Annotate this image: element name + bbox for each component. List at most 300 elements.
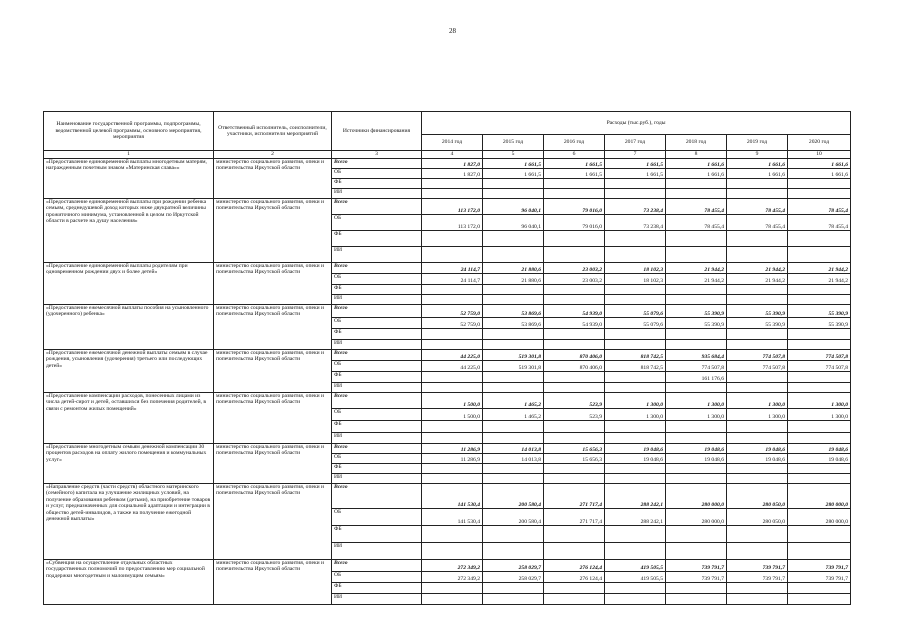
- funding-source: ФБ: [332, 285, 422, 295]
- expense-value: [788, 295, 851, 305]
- measure-name: «Субвенция на осуществление отдельных областных государственных полномочий по предоставлению мер социальной поддержки многодетным и малоимущим семьям»: [44, 560, 214, 605]
- expense-value: 200 580,4: [483, 484, 544, 509]
- expense-value: 19 048,6: [727, 454, 788, 464]
- header-source: Источники финансирования: [332, 112, 422, 151]
- measure-executor: министерство социального развития, опеки и попечительства Иркутской области: [214, 159, 332, 199]
- expense-value: 1 661,6: [788, 169, 851, 179]
- expense-value: [727, 464, 788, 474]
- funding-source: ОБ: [332, 409, 422, 421]
- expense-value: [788, 433, 851, 444]
- expense-value: [727, 474, 788, 484]
- expense-value: [422, 179, 483, 189]
- expense-value: 818 742,5: [605, 361, 666, 372]
- expense-value: [788, 340, 851, 350]
- expense-value: 1 661,5: [605, 169, 666, 179]
- expense-value: [422, 421, 483, 433]
- expense-value: [544, 464, 605, 474]
- expense-value: 276 124,4: [544, 560, 605, 572]
- expense-value: [727, 594, 788, 605]
- expense-value: [544, 179, 605, 189]
- expense-value: [544, 526, 605, 543]
- expense-value: [422, 340, 483, 350]
- expense-value: [666, 231, 727, 247]
- funding-source: ИИ: [332, 189, 422, 199]
- header-executor: Ответственный исполнитель, соисполнители, участники, исполнители мероприятий: [214, 112, 332, 151]
- expense-value: 19 048,6: [727, 444, 788, 454]
- expense-value: [788, 583, 851, 594]
- expense-value: [666, 464, 727, 474]
- expense-value: [483, 464, 544, 474]
- expense-value: 52 759,0: [422, 318, 483, 329]
- expense-value: 79 016,0: [544, 199, 605, 215]
- expense-value: 96 040,1: [483, 199, 544, 215]
- expense-value: 519 301,8: [483, 350, 544, 361]
- column-number: 9: [727, 151, 788, 159]
- funding-source: ИИ: [332, 543, 422, 560]
- funding-source: ИИ: [332, 247, 422, 263]
- measure-name: «Предоставление единовременной выплаты при рождении ребенка семьям, среднедушевой доход которых ниже двукратной величины прожиточного минимума, установленной в целом по Иркутской области в расчете на душу населения»: [44, 199, 214, 263]
- funding-source: ИИ: [332, 295, 422, 305]
- expense-value: [483, 594, 544, 605]
- expense-value: [788, 526, 851, 543]
- measure-executor: министерство социального развития, опеки и попечительства Иркутской области: [214, 199, 332, 263]
- expense-value: 519 301,8: [483, 361, 544, 372]
- expense-value: [483, 285, 544, 295]
- expense-value: 55 390,9: [727, 318, 788, 329]
- funding-source: ФБ: [332, 421, 422, 433]
- expense-value: [727, 526, 788, 543]
- expense-value: [422, 329, 483, 340]
- expense-value: [483, 179, 544, 189]
- expense-value: [605, 543, 666, 560]
- header-year: 2014 год: [422, 135, 483, 151]
- expense-value: 19 048,6: [666, 444, 727, 454]
- expense-value: 15 656,3: [544, 444, 605, 454]
- expense-value: [666, 179, 727, 189]
- table-row: [44, 484, 851, 509]
- expense-value: [483, 526, 544, 543]
- expense-value: [727, 340, 788, 350]
- expense-value: 870 406,0: [544, 361, 605, 372]
- expense-value: [727, 189, 788, 199]
- expense-value: [605, 285, 666, 295]
- expense-value: 271 717,4: [544, 484, 605, 509]
- expense-value: [483, 474, 544, 484]
- funding-source: ФБ: [332, 464, 422, 474]
- expense-value: [605, 179, 666, 189]
- column-number: 6: [544, 151, 605, 159]
- expense-value: [788, 594, 851, 605]
- expense-value: [422, 231, 483, 247]
- expense-value: [727, 329, 788, 340]
- expense-value: [666, 583, 727, 594]
- expense-value: [544, 474, 605, 484]
- funding-source: ОБ: [332, 454, 422, 464]
- expense-value: [483, 583, 544, 594]
- expense-value: 1 661,6: [727, 159, 788, 169]
- expense-value: 774 507,8: [666, 361, 727, 372]
- expense-value: 54 939,0: [544, 305, 605, 318]
- funding-source: Всего: [332, 444, 422, 454]
- expense-value: [605, 189, 666, 199]
- expense-value: [605, 464, 666, 474]
- header-row: [44, 112, 851, 135]
- expense-value: [422, 543, 483, 560]
- header-year: 2016 год: [544, 135, 605, 151]
- funding-source: Всего: [332, 350, 422, 361]
- funding-source: ФБ: [332, 329, 422, 340]
- expense-value: 818 742,5: [605, 350, 666, 361]
- expense-value: 1 661,5: [483, 169, 544, 179]
- expense-value: 272 349,2: [422, 572, 483, 583]
- expense-value: [666, 421, 727, 433]
- column-number: 8: [666, 151, 727, 159]
- expense-value: 55 390,9: [788, 318, 851, 329]
- expense-value: [544, 421, 605, 433]
- expense-value: [544, 594, 605, 605]
- expense-value: 18 102,3: [605, 274, 666, 285]
- expense-value: [544, 295, 605, 305]
- expense-value: [422, 372, 483, 383]
- funding-source: ИИ: [332, 594, 422, 605]
- expense-value: 1 300,0: [727, 393, 788, 409]
- expense-value: 280 050,0: [727, 484, 788, 509]
- table-row: [44, 350, 851, 361]
- expense-value: [666, 189, 727, 199]
- funding-source: ФБ: [332, 231, 422, 247]
- funding-source: ИИ: [332, 383, 422, 393]
- table-row: [44, 159, 851, 169]
- expense-value: [788, 231, 851, 247]
- expense-value: 935 684,4: [666, 350, 727, 361]
- expense-value: [788, 329, 851, 340]
- measure-name: «Предоставление компенсации расходов, понесенных лицами из числа детей-сирот и детей, оставшихся без попечения родителей, в связи с ремонтом жилых помещений»: [44, 393, 214, 444]
- funding-source: ОБ: [332, 274, 422, 285]
- expense-value: [422, 295, 483, 305]
- expenses-table: [43, 111, 851, 605]
- measure-executor: министерство социального развития, опеки и попечительства Иркутской области: [214, 305, 332, 350]
- expense-value: [788, 285, 851, 295]
- expense-value: 271 717,4: [544, 509, 605, 526]
- expense-value: 21 944,2: [666, 274, 727, 285]
- expense-value: 23 003,2: [544, 263, 605, 274]
- expense-value: [544, 340, 605, 350]
- expense-value: 21 944,2: [788, 263, 851, 274]
- expense-value: 44 225,0: [422, 361, 483, 372]
- expense-value: [605, 594, 666, 605]
- expense-value: [727, 179, 788, 189]
- expense-value: [483, 543, 544, 560]
- table-row: [44, 560, 851, 572]
- expense-value: 19 048,6: [788, 454, 851, 464]
- funding-source: ФБ: [332, 526, 422, 543]
- expense-value: [605, 231, 666, 247]
- expense-value: 200 580,4: [483, 509, 544, 526]
- expense-value: 280 000,0: [666, 509, 727, 526]
- expense-value: [727, 372, 788, 383]
- expense-value: [605, 421, 666, 433]
- expense-value: [544, 383, 605, 393]
- expense-value: [605, 383, 666, 393]
- expense-value: [483, 247, 544, 263]
- expense-value: 1 300,0: [788, 409, 851, 421]
- expense-value: 739 791,7: [727, 572, 788, 583]
- table-row: [44, 263, 851, 274]
- column-number: 10: [788, 151, 851, 159]
- measure-name: «Предоставление многодетным семьям денежной компенсации 30 процентов расходов на оплату жилого помещения и коммунальных услуг»: [44, 444, 214, 484]
- funding-source: Всего: [332, 263, 422, 274]
- header-year: 2017 год: [605, 135, 666, 151]
- expense-value: 73 238,4: [605, 199, 666, 215]
- expense-value: 78 455,4: [727, 199, 788, 215]
- funding-source: Всего: [332, 305, 422, 318]
- expense-value: [483, 295, 544, 305]
- expense-value: 1 661,6: [788, 159, 851, 169]
- expense-value: 113 172,0: [422, 215, 483, 231]
- expense-value: 21 944,2: [666, 263, 727, 274]
- expense-value: [544, 247, 605, 263]
- expense-value: 141 530,4: [422, 484, 483, 509]
- expense-value: [544, 372, 605, 383]
- expense-value: 15 656,3: [544, 454, 605, 464]
- funding-source: ИИ: [332, 474, 422, 484]
- expense-value: 21 944,2: [727, 274, 788, 285]
- expense-value: [483, 231, 544, 247]
- expense-value: [422, 464, 483, 474]
- expense-value: 419 505,5: [605, 560, 666, 572]
- expense-value: [483, 189, 544, 199]
- table-body: [44, 159, 851, 605]
- column-number: 1: [44, 151, 214, 159]
- expense-value: 14 013,8: [483, 454, 544, 464]
- expense-value: 739 791,7: [788, 560, 851, 572]
- expense-value: 1 661,5: [605, 159, 666, 169]
- expense-value: 21 880,6: [483, 263, 544, 274]
- expense-value: [788, 247, 851, 263]
- column-number: 3: [332, 151, 422, 159]
- expense-value: 276 124,4: [544, 572, 605, 583]
- measure-name: «Предоставление единовременной выплаты многодетным матерям, награжденным почетным знаком «Материнская слава»»: [44, 159, 214, 199]
- expense-value: 1 500,0: [422, 393, 483, 409]
- expense-value: [544, 433, 605, 444]
- expense-value: [727, 285, 788, 295]
- funding-source: ОБ: [332, 509, 422, 526]
- expense-value: 19 048,6: [666, 454, 727, 464]
- expense-value: [666, 543, 727, 560]
- funding-source: ОБ: [332, 169, 422, 179]
- expense-value: 870 406,0: [544, 350, 605, 361]
- expense-value: [788, 189, 851, 199]
- measure-name: «Предоставление ежемесячной выплаты пособия на усыновленного (удочеренного) ребенка»: [44, 305, 214, 350]
- funding-source: Всего: [332, 484, 422, 509]
- expense-value: 272 349,2: [422, 560, 483, 572]
- expense-value: [788, 464, 851, 474]
- expense-value: [483, 329, 544, 340]
- expense-value: [788, 421, 851, 433]
- expense-value: [483, 433, 544, 444]
- expense-value: 73 238,4: [605, 215, 666, 231]
- column-number: 5: [483, 151, 544, 159]
- expense-value: [666, 433, 727, 444]
- expense-value: 53 869,6: [483, 305, 544, 318]
- expense-value: 55 390,9: [727, 305, 788, 318]
- expense-value: [483, 383, 544, 393]
- column-number: 4: [422, 151, 483, 159]
- expense-value: 258 029,7: [483, 560, 544, 572]
- expense-value: [544, 543, 605, 560]
- expense-value: 1 500,0: [422, 409, 483, 421]
- expense-value: [727, 583, 788, 594]
- expense-value: 739 791,7: [666, 560, 727, 572]
- header-year: 2018 год: [666, 135, 727, 151]
- expense-value: [666, 383, 727, 393]
- expense-value: 11 286,9: [422, 454, 483, 464]
- expense-value: 55 079,6: [605, 318, 666, 329]
- expense-value: [727, 421, 788, 433]
- expense-value: [544, 189, 605, 199]
- expense-value: 11 286,9: [422, 444, 483, 454]
- expense-value: 1 300,0: [666, 409, 727, 421]
- table-row: [44, 305, 851, 318]
- funding-source: Всего: [332, 199, 422, 215]
- expense-value: 78 455,4: [727, 215, 788, 231]
- expense-value: [605, 247, 666, 263]
- expense-value: [727, 433, 788, 444]
- expense-value: 55 390,9: [788, 305, 851, 318]
- expense-value: 18 102,3: [605, 263, 666, 274]
- expense-value: 24 114,7: [422, 263, 483, 274]
- expense-value: 1 661,5: [483, 159, 544, 169]
- expense-value: [727, 383, 788, 393]
- expense-value: [422, 594, 483, 605]
- expense-value: [666, 329, 727, 340]
- measure-executor: министерство социального развития, опеки и попечительства Иркутской области: [214, 484, 332, 560]
- expense-value: [727, 247, 788, 263]
- expense-value: [666, 526, 727, 543]
- expense-value: 1 661,6: [666, 159, 727, 169]
- expense-value: [605, 583, 666, 594]
- expense-value: [422, 526, 483, 543]
- funding-source: ФБ: [332, 179, 422, 189]
- measure-executor: министерство социального развития, опеки и попечительства Иркутской области: [214, 350, 332, 393]
- expense-value: [544, 285, 605, 295]
- page-number: 28: [449, 27, 456, 35]
- table-row: [44, 393, 851, 409]
- expense-value: [422, 189, 483, 199]
- expense-value: 739 791,7: [788, 572, 851, 583]
- expense-value: 79 016,0: [544, 215, 605, 231]
- expense-value: [544, 231, 605, 247]
- expense-value: [422, 474, 483, 484]
- measure-name: «Предоставление единовременной выплаты родителям при одновременном рождении двух и более детей»: [44, 263, 214, 305]
- expense-value: 1 827,0: [422, 169, 483, 179]
- expense-value: [422, 433, 483, 444]
- expense-value: 1 661,6: [727, 169, 788, 179]
- expense-value: 1 661,5: [544, 159, 605, 169]
- expense-value: 52 759,0: [422, 305, 483, 318]
- expense-value: 739 791,7: [727, 560, 788, 572]
- expense-value: 21 944,2: [727, 263, 788, 274]
- expense-value: [422, 285, 483, 295]
- expense-value: [727, 543, 788, 560]
- expense-value: 113 172,0: [422, 199, 483, 215]
- expense-value: 523,9: [544, 409, 605, 421]
- expense-value: 280 050,0: [727, 509, 788, 526]
- expense-value: 1 827,0: [422, 159, 483, 169]
- funding-source: ФБ: [332, 583, 422, 594]
- expense-value: 774 507,8: [727, 350, 788, 361]
- expense-value: 14 013,8: [483, 444, 544, 454]
- expense-value: 55 390,9: [666, 318, 727, 329]
- expense-value: 1 300,0: [605, 393, 666, 409]
- expense-value: [788, 179, 851, 189]
- expense-value: [788, 372, 851, 383]
- expense-value: 258 029,7: [483, 572, 544, 583]
- expense-value: 288 242,1: [605, 484, 666, 509]
- expense-value: 288 242,1: [605, 509, 666, 526]
- expense-value: 96 040,1: [483, 215, 544, 231]
- expense-value: [788, 383, 851, 393]
- expense-value: 44 225,0: [422, 350, 483, 361]
- expense-value: 1 465,2: [483, 393, 544, 409]
- expense-value: [422, 583, 483, 594]
- table-row: [44, 199, 851, 215]
- expense-value: 774 507,8: [788, 361, 851, 372]
- expense-value: [666, 340, 727, 350]
- expense-value: [544, 329, 605, 340]
- expense-value: 161 176,6: [666, 372, 727, 383]
- expense-value: 774 507,8: [788, 350, 851, 361]
- expense-value: [666, 295, 727, 305]
- column-number: 2: [214, 151, 332, 159]
- expense-value: 1 465,2: [483, 409, 544, 421]
- expense-value: [605, 329, 666, 340]
- expense-value: [727, 231, 788, 247]
- expense-value: 774 507,8: [727, 361, 788, 372]
- expense-value: 739 791,7: [666, 572, 727, 583]
- funding-source: ОБ: [332, 361, 422, 372]
- expense-value: 78 455,4: [788, 199, 851, 215]
- funding-source: ИИ: [332, 340, 422, 350]
- funding-source: ОБ: [332, 572, 422, 583]
- expense-value: 523,9: [544, 393, 605, 409]
- table-row: [44, 444, 851, 454]
- header-year: 2020 год: [788, 135, 851, 151]
- funding-source: Всего: [332, 560, 422, 572]
- header-name: Наименование государственной программы, подпрограммы, ведомственной целевой программы, основного мероприятия, мероприятия: [44, 112, 214, 151]
- expense-value: 78 455,4: [666, 215, 727, 231]
- expense-value: 54 939,0: [544, 318, 605, 329]
- expense-value: 1 300,0: [788, 393, 851, 409]
- expense-value: 1 300,0: [605, 409, 666, 421]
- expense-value: [422, 383, 483, 393]
- expense-value: [666, 285, 727, 295]
- expense-value: [788, 474, 851, 484]
- expense-value: 19 048,6: [605, 454, 666, 464]
- expense-value: 1 300,0: [727, 409, 788, 421]
- expense-value: 55 079,6: [605, 305, 666, 318]
- expense-value: 1 661,5: [544, 169, 605, 179]
- measure-executor: министерство социального развития, опеки и попечительства Иркутской области: [214, 560, 332, 605]
- expense-value: [544, 583, 605, 594]
- measure-executor: министерство социального развития, опеки и попечительства Иркутской области: [214, 393, 332, 444]
- expense-value: 141 530,4: [422, 509, 483, 526]
- funding-source: ОБ: [332, 215, 422, 231]
- expense-value: 280 000,0: [666, 484, 727, 509]
- expense-value: [666, 247, 727, 263]
- expense-value: 280 000,0: [788, 509, 851, 526]
- header-expenses: Расходы (тыс.руб.), годы: [422, 112, 851, 135]
